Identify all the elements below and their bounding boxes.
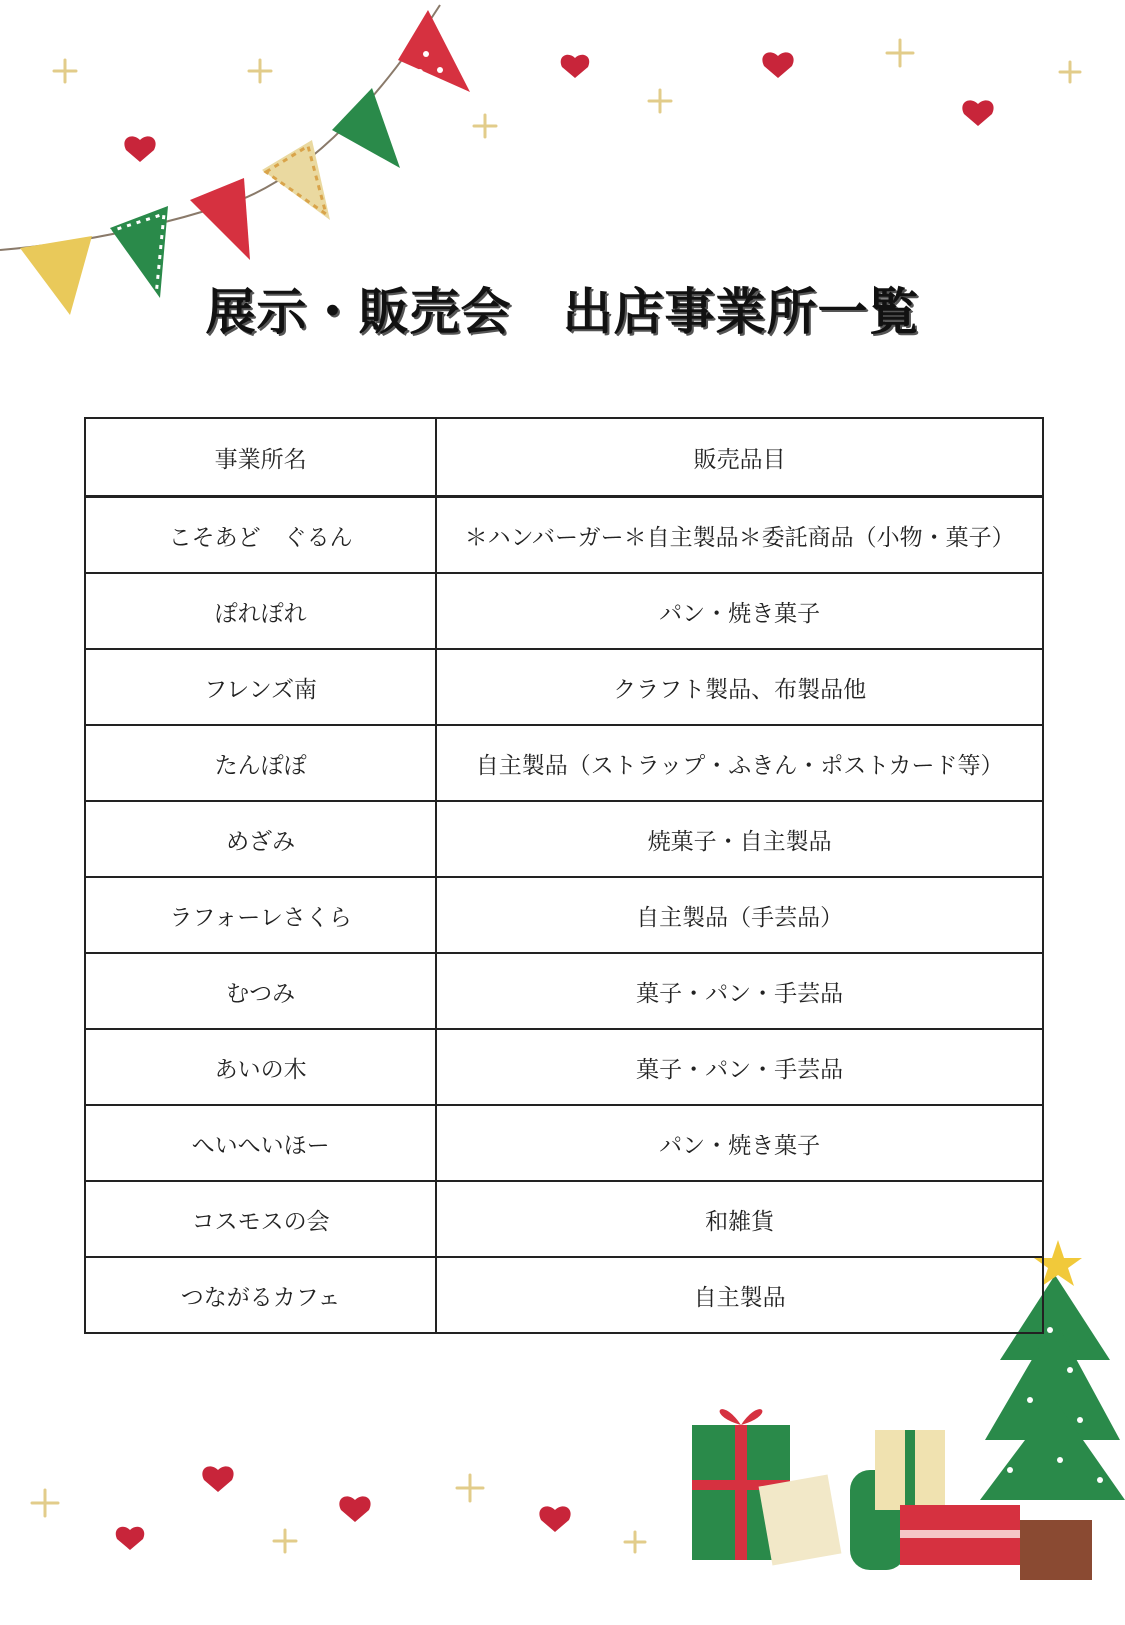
sales-items: パン・焼き菓子 (436, 573, 1043, 649)
sales-items: 菓子・パン・手芸品 (436, 953, 1043, 1029)
table-row (85, 1029, 1043, 1105)
table-row (85, 1181, 1043, 1257)
business-name: こそあど ぐるん (85, 497, 436, 574)
table-row (85, 649, 1043, 725)
table-header-row (85, 418, 1043, 497)
sales-items: ＊ハンバーガー＊自主製品＊委託商品（小物・菓子） (436, 497, 1043, 574)
page-title: 展示・販売会 出店事業所一覧 (205, 283, 920, 341)
sales-items: 自主製品（手芸品） (436, 877, 1043, 953)
gift-boxes-illustration (692, 1409, 1020, 1570)
business-name: ラフォーレさくら (85, 877, 436, 953)
sales-items: クラフト製品、布製品他 (436, 649, 1043, 725)
table-row (85, 1257, 1043, 1333)
bunting-flags-illustration (20, 10, 470, 315)
table-row (85, 1105, 1043, 1181)
business-name: たんぽぽ (85, 725, 436, 801)
table-row (85, 877, 1043, 953)
table-row (85, 725, 1043, 801)
business-name: あいの木 (85, 1029, 436, 1105)
table-row (85, 573, 1043, 649)
sales-items: 焼菓子・自主製品 (436, 801, 1043, 877)
sales-items: 和雑貨 (436, 1181, 1043, 1257)
header-business-name: 事業所名 (85, 418, 436, 497)
sales-items: 菓子・パン・手芸品 (436, 1029, 1043, 1105)
business-name: へいへいほー (85, 1105, 436, 1181)
business-name: コスモスの会 (85, 1181, 436, 1257)
table-row (85, 953, 1043, 1029)
header-sales-items: 販売品目 (436, 418, 1043, 497)
business-name: フレンズ南 (85, 649, 436, 725)
sales-items: 自主製品（ストラップ・ふきん・ポストカード等） (436, 725, 1043, 801)
exhibitor-table (84, 417, 1044, 1334)
business-name: ぽれぽれ (85, 573, 436, 649)
business-name: めざみ (85, 801, 436, 877)
business-name: むつみ (85, 953, 436, 1029)
table-row (85, 801, 1043, 877)
table-row (85, 497, 1043, 574)
sales-items: 自主製品 (436, 1257, 1043, 1333)
sales-items: パン・焼き菓子 (436, 1105, 1043, 1181)
business-name: つながるカフェ (85, 1257, 436, 1333)
